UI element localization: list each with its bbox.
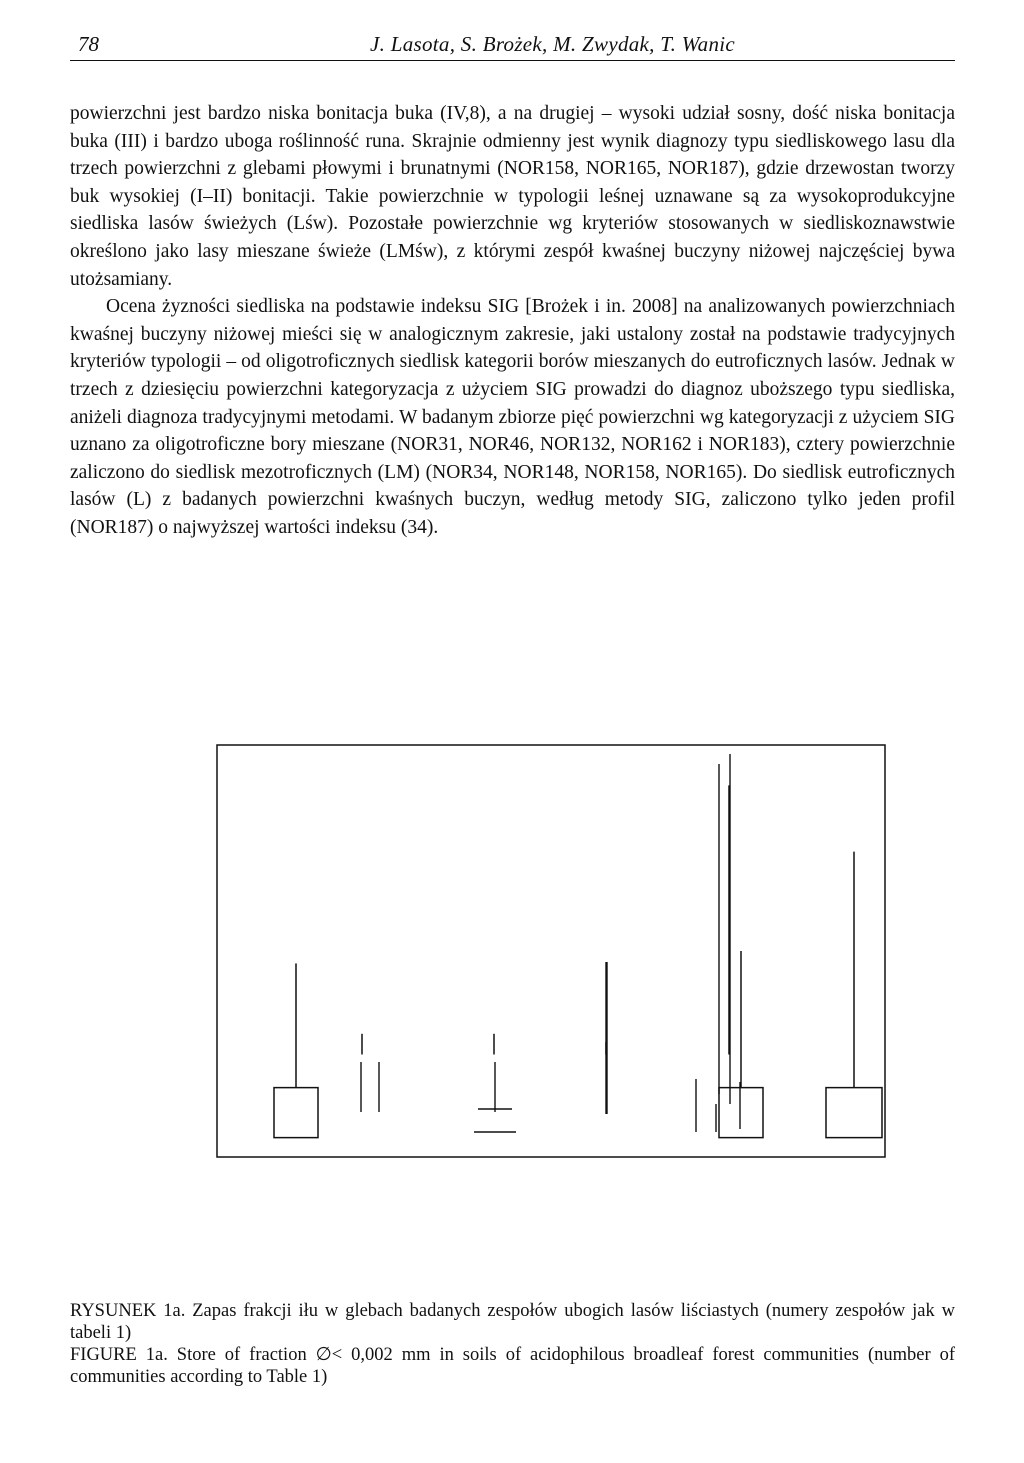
- caption-polish: RYSUNEK 1a. Zapas frakcji iłu w glebach badanych zespołów ubogich lasów liściastych (numery zespołów jak w tabeli 1): [70, 1301, 955, 1343]
- box-7: [826, 1088, 882, 1138]
- box-glyph-7: [826, 852, 882, 1138]
- body-text: [70, 100, 955, 542]
- page-number: 78: [78, 32, 99, 56]
- running-head: J. Lasota, S. Brożek, M. Zwydak, T. Wanic: [370, 32, 736, 56]
- box-5: [719, 1088, 763, 1138]
- plot-frame: [217, 745, 885, 1157]
- caption-english: FIGURE 1a. Store of fraction ∅< 0,002 mm in soils of acidophilous broadleaf forest communities (number of communities according to Table 1): [70, 1345, 955, 1387]
- boxplot-chart: [216, 744, 886, 1158]
- paragraph-2: Ocena żyzności siedliska na podstawie indeksu SIG [Brożek i in. 2008] na analizowanych powierzchniach kwaśnej buczyny niżowej mieści się w analogicznym zakresie, jaki ustalony został na podstawie tradycyjnych kryteriów typologii – od oligotroficznych siedlisk kategorii borów mieszanych do eutroficznych lasów. Jednak w trzech z dziesięciu powierzchni kategoryzacja z użyciem SIG prowadzi do diagnoz uboższego typu siedliska, aniżeli diagnoza tradycyjnymi metodami. W badanym zbiorze pięć powierzchni wg kategoryzacji z użyciem SIG uznano za oligotroficzne bory mieszane (NOR31, NOR46, NOR132, NOR162 i NOR183), cztery powierzchnie zaliczono do siedlisk mezotroficznych (LM) (NOR34, NOR148, NOR158, NOR165). Do siedlisk eutroficznych lasów (L) z badanych powierzchni kwaśnych buczyn, według metody SIG, zaliczono tylko jeden profil (NOR187) o najwyższej wartości indeksu (34).: [70, 296, 955, 538]
- figure-1a: [216, 744, 886, 1158]
- box-1: [274, 1088, 318, 1138]
- box-glyph-5: [719, 951, 763, 1138]
- paragraph-1: powierzchni jest bardzo niska bonitacja buka (IV,8), a na drugiej – wysoki udział sosny, dość niska bonitacja buka (III) i bardzo uboga roślinność runa. Skrajnie odmienny jest wynik diagnozy typu siedliskowego lasu dla trzech powierzchni z glebami płowymi i brunatnymi (NOR158, NOR165, NOR187), gdzie drzewostan tworzy buk wysokiej (I–II) bonitacji. Takie powierzchnie w typologii leśnej uznawane są za wysokoprodukcyjne siedliska lasów świeżych (Lśw). Pozostałe powierzchnie wg kryteriów stosowanych w siedliskoznawstwie określono jako lasy mieszane świeże (LMśw), z którymi zespół kwaśnej buczyny niżowej najczęściej bywa utożsamiany.: [70, 103, 955, 290]
- page-header: [70, 30, 955, 61]
- box-glyph-1: [274, 963, 318, 1137]
- figure-caption: [70, 1300, 955, 1388]
